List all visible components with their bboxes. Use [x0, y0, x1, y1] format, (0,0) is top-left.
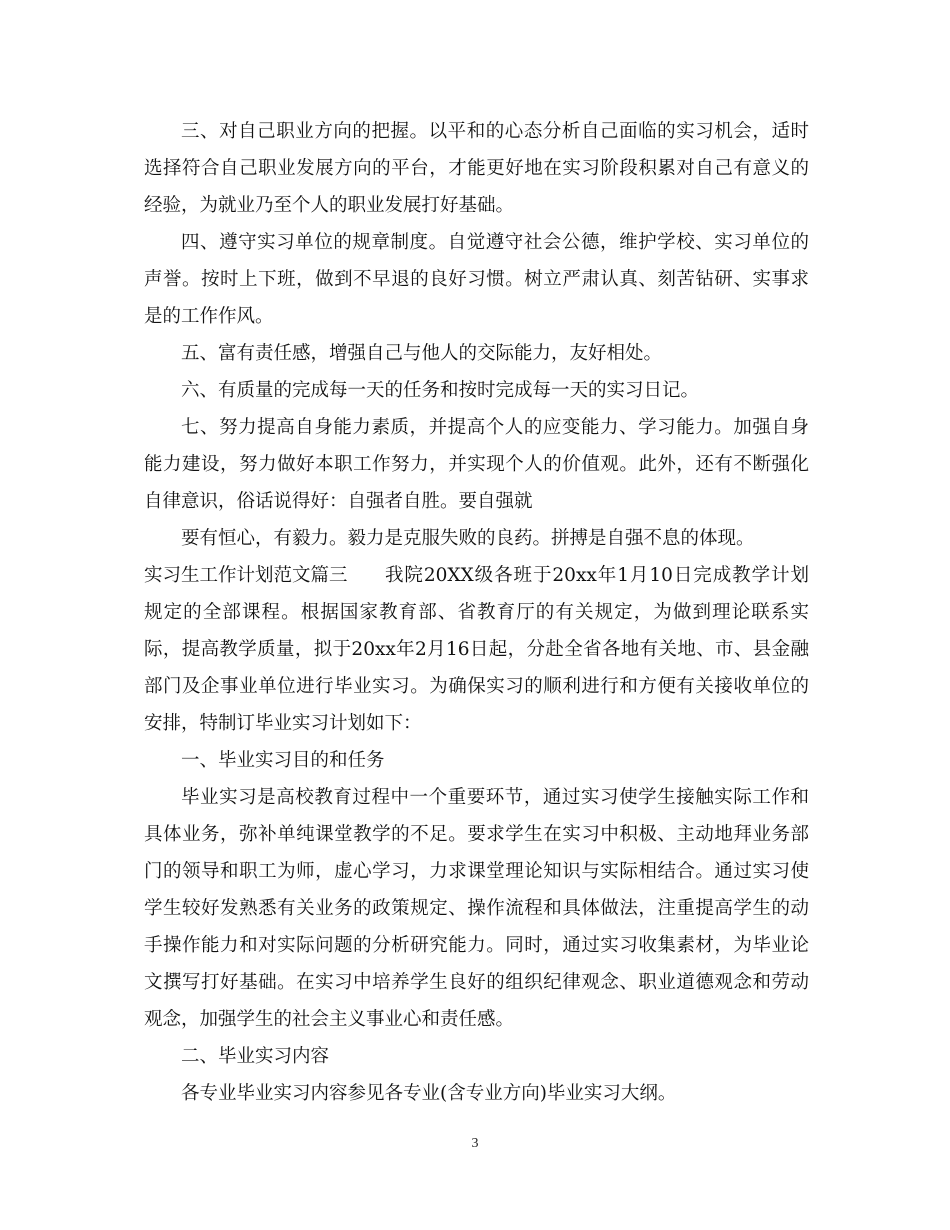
- paragraph-responsibility: 五、富有责任感，增强自己与他人的交际能力，友好相处。: [181, 343, 663, 364]
- heading-content: 二、毕业实习内容: [181, 1046, 330, 1067]
- paragraph-career-direction: 三、对自己职业方向的把握。以平和的心态分析自己面临的实习机会，适时选择符合自己职业发展方向的平台，才能更好地在实习阶段积累对自己有意义的经验，为就业乃至个人的职业发展打好基础。: [144, 121, 809, 216]
- paragraph-perseverance: 要有恒心，有毅力。毅力是克服失败的良药。拼搏是自强不息的体现。: [181, 528, 755, 549]
- paragraph-content: 各专业毕业实习内容参见各专业(含专业方向)毕业实习大纲。: [181, 1083, 677, 1104]
- paragraph-purpose: 毕业实习是高校教育过程中一个重要环节，通过实习使学生接触实际工作和具体业务，弥补单纯课堂教学的不足。要求学生在实习中积极、主动地拜业务部门的领导和职工为师，虚心学习，力求课堂理论知识与实际相结合。通过实习使学生较好发熟悉有关业务的政策规定、操作流程和具体做法，注重提高学生的动手操作能力和对实际问题的分析研究能力。同时，通过实习收集素材，为毕业论文撰写打好基础。在实习中培养学生良好的组织纪律观念、职业道德观念和劳动观念，加强学生的社会主义事业心和责任感。: [144, 787, 809, 1030]
- page-number: 3: [471, 1136, 479, 1151]
- section-title: 实习生工作计划范文篇三: [144, 565, 348, 586]
- paragraph-self-improvement: 七、努力提高自身能力素质，并提高个人的应变能力、学习能力。加强自身能力建设，努力做好本职工作努力，并实现个人的价值观。此外，还有不断强化自律意识，俗话说得好：自强者自胜。要自强就: [144, 417, 809, 512]
- document-body: [144, 113, 809, 1112]
- section-intro: [144, 557, 809, 742]
- paragraph-rules: 四、遵守实习单位的规章制度。自觉遵守社会公德，维护学校、实习单位的声誉。按时上下班，做到不早退的良好习惯。树立严肃认真、刻苦钻研、实事求是的工作作风。: [144, 232, 809, 327]
- heading-purpose: 一、毕业实习目的和任务: [181, 750, 385, 771]
- section-intro-text: 我院20XX级各班于20xx年1月10日完成教学计划规定的全部课程。根据国家教育部、省教育厅的有关规定，为做到理论联系实际，提高教学质量，拟于20xx年2月16日起，分赴全省各地有关地、市、县金融部门及企事业单位进行毕业实习。为确保实习的顺利进行和方便有关接收单位的安排，特制订毕业实习计划如下：: [144, 565, 809, 734]
- paragraph-daily-tasks: 六、有质量的完成每一天的任务和按时完成每一天的实习日记。: [181, 380, 700, 401]
